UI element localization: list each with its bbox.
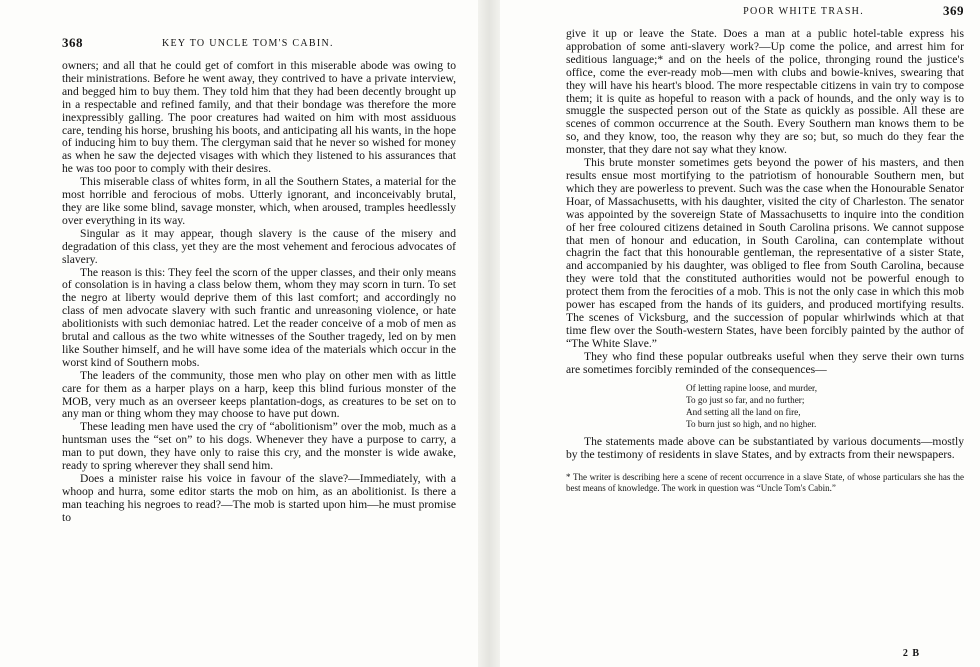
- verse-line: To go just so far, and no further;: [686, 395, 805, 406]
- signature-mark: 2 B: [902, 648, 920, 659]
- paragraph: The reason is this: They feel the scorn of the upper classes, and their only means of consolation is in having a class below them, whom they may scorn in turn. To set the negro at liberty would deprive them of this last comfort; and accordingly no class of men advocate slavery with such frantic and unreasoning violence, or hate abolitionists with such demoniac hatred. Let the reader conceive of a mob of men as brutal and callous as the two white witnesses of the Souther tragedy, led on by men like Souther himself, and he will have some idea of the materials which occur in the worst kind of Southern mobs.: [62, 265, 456, 369]
- paragraph: This brute monster sometimes gets beyond the power of his masters, and then results ensue most mortifying to the patriotism of honourable Southern men, but which they are powerless to prevent. Such was the case when the Honourable Senator Hoar, of Massachusetts, with his daughter, visited the city of Charleston. The senator was appointed by the sovereign State of Massachusetts to inquire into the condition of her free coloured citizens detained in South Carolina prisons. We cannot suppose that men of honour and education, in South Carolina, can contemplate without chagrin the fact that this honourable gentleman, the representative of a sister State, and accompanied by his daughter, was obliged to flee from South Carolina, because they were told that the constituted authorities would not be powerful enough to protect them from the ferocities of a mob. This is not the only case in which this mob power has escaped from the hands of its guiders, and produced mortifying results. The scenes of Vicksburg, and the succession of popular whirlwinds which at that time flew over the South-western States, have been forcibly painted by the author of “The White Slave.”: [566, 156, 964, 350]
- left-page-number: 368: [62, 35, 83, 50]
- right-page: [500, 0, 980, 667]
- left-page-body: [62, 60, 456, 525]
- paragraph: This miserable class of whites form, in all the Southern States, a material for the most horrible and ferocious of mobs. Utterly ignorant, and inconceivably brutal, they are like some blind, savage monster, which, when aroused, tramples heedlessly over everything in its way.: [62, 175, 456, 227]
- right-page-body: [566, 28, 964, 376]
- paragraph: Singular as it may appear, though slavery is the cause of the misery and degradation of this class, yet they are the most vehement and ferocious advocates of slavery.: [62, 226, 456, 266]
- book-gutter: [478, 0, 500, 667]
- verse-quotation: [686, 382, 964, 430]
- paragraph: The leaders of the community, those men who play on other men with as little care for them as a harper plays on a harp, keep this blind furious monster of the MOB, very much as an overseer keeps plantation-dogs, as creatures to be set on to any man or thing whom they may choose to have put down.: [62, 368, 456, 421]
- verse-line: To burn just so high, and no higher.: [686, 419, 817, 430]
- paragraph: Does a minister raise his voice in favour of the slave?—Immediately, with a whoop and hurra, some editor starts the mob on him, as an abolitionist. Is there a man teaching his negroes to read?—The mob is started upon him—he must promise to: [62, 472, 456, 524]
- left-running-head: [62, 35, 456, 54]
- paragraph: give it up or leave the State. Does a man at a public hotel-table express his approbation of some anti-slavery work?—Up come the police, and arrest him for seditious language;* and on the heels of the police, thronging round the justice's office, come the ever-ready mob—men with clubs and bowie-knives, swearing that they will have his heart's blood. The more respectable citizens in vain try to compose them; it is quite as hopeful to reason with a pack of hounds, and the only way is to smuggle the suspected person out of the State as quickly as possible. All these are scenes of common occurrence at the South. Every Southern man knows them to be so, and they know, too, the reason why they are so; but, so much do they fear the monster, that they dare not say what they know.: [566, 27, 964, 157]
- footnote: * The writer is describing here a scene of recent occurrence in a slave State, of whose particulars she has the best means of knowledge. The work in question was “Uncle Tom's Cabin.”: [566, 472, 964, 494]
- left-page: [0, 0, 478, 667]
- paragraph: owners; and all that he could get of comfort in this miserable abode was owing to their ministrations. Before he went away, they contrived to have a private interview, and begged him to buy them. They told him that they had been decently brought up in a respectable and refined family, and that their bondage was therefore the more inexpressibly galling. The poor creatures had waited on him with most assiduous care, tending his horse, brushing his boots, and anticipating all his wants, in the hope of inducing him to buy them. The clergyman said that he never so wished for money as when he saw the dejected visages with which they listened to his assurances that he was too poor to comply with their desires.: [62, 59, 456, 176]
- verse-line: Of letting rapine loose, and murder,: [686, 383, 818, 394]
- right-running-head: [566, 3, 964, 22]
- paragraph: They who find these popular outbreaks useful when they serve their own turns are sometimes forcibly reminded of the consequences—: [566, 349, 964, 376]
- verse-line: And setting all the land on fire,: [686, 407, 801, 418]
- paragraph: These leading men have used the cry of “abolitionism” over the mob, much as a huntsman uses the “set on” to his dogs. Whenever they have a purpose to carry, a man to put down, they have only to raise this cry, and the monster is wide awake, ready to spring wherever they shall send him.: [62, 420, 456, 473]
- right-running-title: POOR WHITE TRASH.: [743, 6, 864, 17]
- left-running-title: KEY TO UNCLE TOM'S CABIN.: [162, 38, 334, 49]
- right-page-number: 369: [943, 3, 964, 18]
- closing-paragraph: The statements made above can be substantiated by various documents—mostly by the testimony of residents in slave States, and by extracts from their newspapers.: [566, 435, 964, 462]
